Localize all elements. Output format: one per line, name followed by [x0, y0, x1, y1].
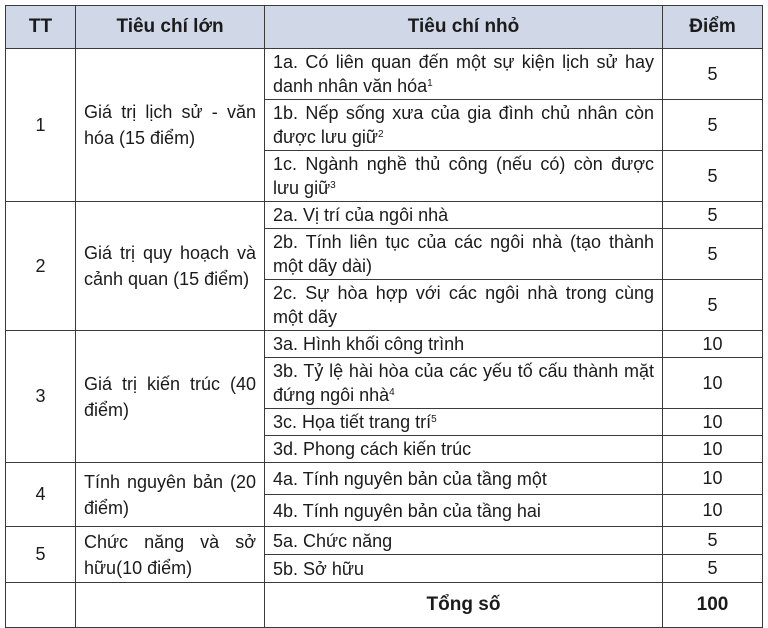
points-cell: 5 — [663, 100, 763, 151]
sub-criterion — [265, 280, 663, 331]
table-row — [6, 331, 763, 358]
sub-criterion — [265, 331, 663, 358]
sub-criterion-text: 2a. Vị trí của ngôi nhà — [273, 205, 449, 225]
header-sub-criterion: Tiêu chí nhỏ — [265, 6, 663, 49]
points-cell: 10 — [663, 358, 763, 409]
major-criterion: Chức năng và sở hữu(10 điểm) — [76, 527, 265, 583]
points-cell: 10 — [663, 495, 763, 527]
points-cell: 10 — [663, 409, 763, 436]
group-number: 4 — [6, 463, 76, 527]
sub-criterion — [265, 202, 663, 229]
sub-criterion — [265, 358, 663, 409]
points-cell: 5 — [663, 151, 763, 202]
footnote-marker: 5 — [431, 414, 437, 425]
sub-criterion-text: 4b. Tính nguyên bản của tầng hai — [273, 500, 541, 521]
points-cell: 10 — [663, 436, 763, 463]
total-row — [6, 583, 763, 628]
major-criterion: Tính nguyên bản (20 điểm) — [76, 463, 265, 527]
points-cell: 5 — [663, 555, 763, 583]
header-major-criterion: Tiêu chí lớn — [76, 6, 265, 49]
sub-criterion-text: 2c. Sự hòa hợp với các ngôi nhà trong cùng một dãy — [273, 283, 654, 327]
sub-criterion — [265, 555, 663, 583]
sub-criterion — [265, 527, 663, 555]
sub-criterion-text: 3c. Họa tiết trang trí — [273, 412, 432, 432]
sub-criterion-text: 2b. Tính liên tục của các ngôi nhà (tạo thành một dãy dài) — [273, 232, 654, 276]
footnote-marker: 3 — [330, 180, 336, 191]
table-row — [6, 49, 763, 100]
criteria-table — [5, 5, 763, 628]
sub-criterion — [265, 409, 663, 436]
total-label: Tổng số — [265, 583, 663, 628]
points-cell: 10 — [663, 463, 763, 495]
table-row — [6, 527, 763, 555]
sub-criterion-text: 1b. Nếp sống xưa của gia đình chủ nhân còn được lưu giữ — [273, 103, 654, 147]
group-number: 1 — [6, 49, 76, 202]
sub-criterion — [265, 49, 663, 100]
points-cell: 5 — [663, 202, 763, 229]
sub-criterion — [265, 495, 663, 527]
table-header-row — [6, 6, 763, 49]
group-number: 3 — [6, 331, 76, 463]
major-criterion: Giá trị quy hoạch và cảnh quan (15 điểm) — [76, 202, 265, 331]
sub-criterion — [265, 229, 663, 280]
footnote-marker: 1 — [427, 78, 433, 89]
sub-criterion — [265, 151, 663, 202]
sub-criterion-text: 3a. Hình khối công trình — [273, 334, 465, 354]
points-cell: 5 — [663, 527, 763, 555]
points-cell: 5 — [663, 49, 763, 100]
group-number: 5 — [6, 527, 76, 583]
table-row — [6, 463, 763, 495]
header-points: Điểm — [663, 6, 763, 49]
sub-criterion — [265, 100, 663, 151]
major-criterion: Giá trị kiến trúc (40 điểm) — [76, 331, 265, 463]
footnote-marker: 4 — [389, 387, 395, 398]
group-number: 2 — [6, 202, 76, 331]
sub-criterion-text: 5a. Chức năng — [273, 530, 393, 551]
sub-criterion — [265, 463, 663, 495]
sub-criterion-text: 4a. Tính nguyên bản của tầng một — [273, 468, 547, 489]
points-cell: 10 — [663, 331, 763, 358]
header-tt: TT — [6, 6, 76, 49]
sub-criterion-text: 3d. Phong cách kiến trúc — [273, 439, 472, 459]
sub-criterion — [265, 436, 663, 463]
total-empty-cell — [76, 583, 265, 628]
sub-criterion-text: 1a. Có liên quan đến một sự kiện lịch sử hay danh nhân văn hóa — [273, 52, 654, 96]
sub-criterion-text: 1c. Ngành nghề thủ công (nếu có) còn được lưu giữ — [273, 154, 654, 198]
points-cell: 5 — [663, 280, 763, 331]
table-body — [6, 49, 763, 583]
footnote-marker: 2 — [378, 129, 384, 140]
points-cell: 5 — [663, 229, 763, 280]
total-empty-cell — [6, 583, 76, 628]
sub-criterion-text: 5b. Sở hữu — [273, 558, 364, 579]
major-criterion: Giá trị lịch sử - văn hóa (15 điểm) — [76, 49, 265, 202]
table-row — [6, 202, 763, 229]
total-points: 100 — [663, 583, 763, 628]
sub-criterion-text: 3b. Tỷ lệ hài hòa của các yếu tố cấu thành mặt đứng ngôi nhà — [273, 361, 654, 405]
